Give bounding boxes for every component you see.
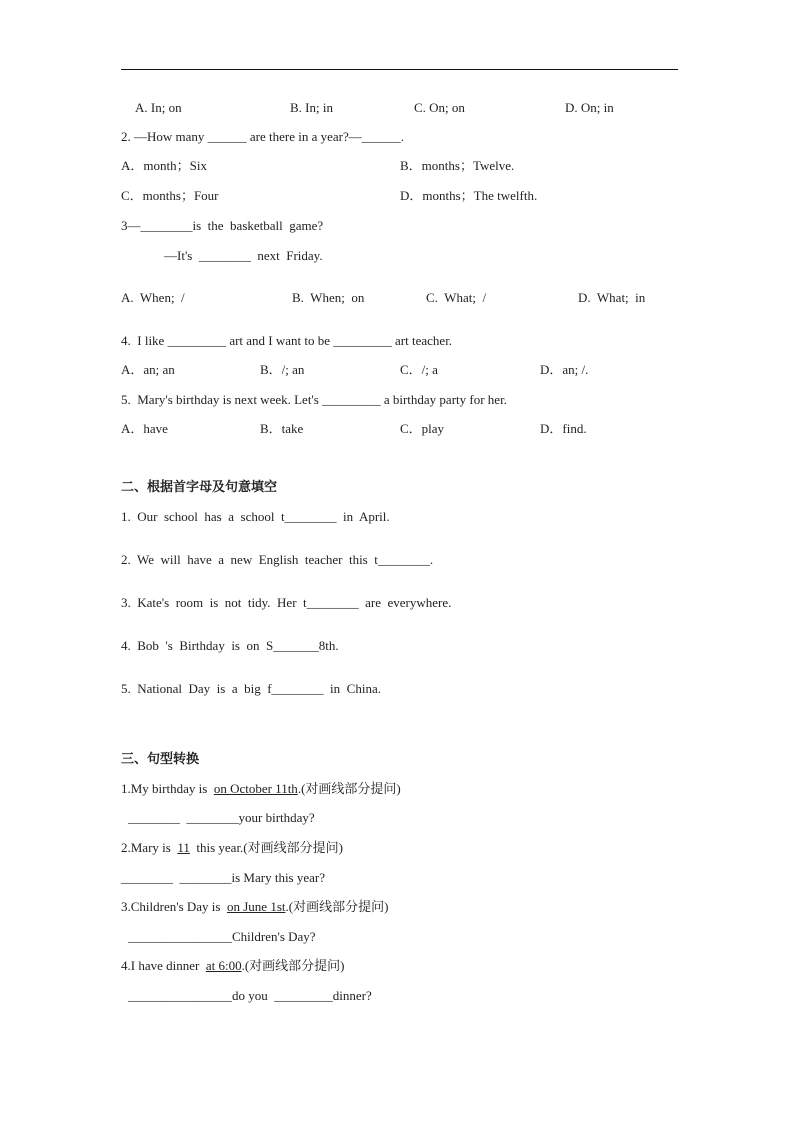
section2-item-5: 5. National Day is a big f________ in China. bbox=[121, 681, 381, 696]
q4-stem: 4. I like _________ art and I want to be _________ art teacher. bbox=[121, 333, 453, 348]
section2-item-4: 4. Bob 's Birthday is on S_______8th. bbox=[121, 638, 339, 653]
section2-item-1: 1. Our school has a school t________ in April. bbox=[121, 509, 390, 524]
q4-option-a: A．an; an bbox=[121, 362, 175, 377]
q2-stem: 2. —How many ______ are there in a year?—______. bbox=[121, 129, 405, 144]
sentence-3-prefix: 3.Children's Day is bbox=[121, 899, 227, 914]
sentence-4-prefix: 4.I have dinner bbox=[121, 958, 206, 973]
sentence-2-underlined: 11 bbox=[177, 840, 190, 855]
q3-option-c: C. What; / bbox=[426, 290, 487, 305]
q5-option-d: D．find. bbox=[540, 421, 587, 436]
sentence-1-underlined: on October 11th bbox=[213, 781, 298, 796]
section3-title: 三、句型转换 bbox=[121, 752, 200, 767]
section3-answer-4: ________________do you _________dinner? bbox=[128, 988, 372, 1003]
section2-title: 二、根据首字母及句意填空 bbox=[121, 480, 278, 495]
q4-option-c: C．/; a bbox=[400, 362, 438, 377]
q5-option-a: A．have bbox=[121, 421, 168, 436]
section2-item-3: 3. Kate's room is not tidy. Her t________ are everywhere. bbox=[121, 595, 452, 610]
section3-answer-3: ________________Children's Day? bbox=[128, 929, 316, 944]
q1-option-b: B. In; in bbox=[290, 100, 333, 115]
q2-option-b: B．months；Twelve. bbox=[400, 158, 515, 173]
section3-sentence-3 bbox=[121, 899, 388, 915]
sentence-3-underlined: on June 1st bbox=[226, 899, 286, 914]
section2-item-2: 2. We will have a new English teacher this t________. bbox=[121, 552, 434, 567]
sentence-4-underlined: at 6:00 bbox=[205, 958, 242, 973]
q5-option-b: B．take bbox=[260, 421, 304, 436]
q4-option-d: D．an; /. bbox=[540, 362, 589, 377]
q5-option-c: C．play bbox=[400, 421, 445, 436]
header-rule bbox=[121, 69, 678, 70]
sentence-1-prefix: 1.My birthday is bbox=[121, 781, 214, 796]
q2-option-d: D．months；The twelfth. bbox=[400, 188, 538, 203]
sentence-4-suffix: .(对画线部分提问) bbox=[241, 958, 345, 973]
sentence-3-suffix: .(对画线部分提问) bbox=[285, 899, 389, 914]
q3-line2: —It's ________ next Friday. bbox=[164, 248, 323, 263]
section3-answer-2: ________ ________is Mary this year? bbox=[121, 870, 326, 885]
q3-option-d: D. What; in bbox=[578, 290, 646, 305]
q1-option-d: D. On; in bbox=[565, 100, 614, 115]
q1-option-c: C. On; on bbox=[414, 100, 465, 115]
q3-option-b: B. When; on bbox=[292, 290, 365, 305]
q4-option-b: B．/; an bbox=[260, 362, 305, 377]
section3-sentence-2 bbox=[121, 840, 343, 856]
q3-option-a: A. When; / bbox=[121, 290, 185, 305]
q2-option-a: A．month；Six bbox=[121, 158, 207, 173]
q5-stem: 5. Mary's birthday is next week. Let's _________ a birthday party for her. bbox=[121, 392, 507, 407]
section3-answer-1: ________ ________your birthday? bbox=[128, 810, 315, 825]
q2-option-c: C．months；Four bbox=[121, 188, 219, 203]
section3-sentence-4 bbox=[121, 958, 345, 974]
sentence-1-suffix: .(对画线部分提问) bbox=[297, 781, 401, 796]
q1-option-a: A. In; on bbox=[135, 100, 182, 115]
q3-line1: 3—________is the basketball game? bbox=[121, 218, 324, 233]
section3-sentence-1 bbox=[121, 781, 401, 797]
sentence-2-suffix: this year.(对画线部分提问) bbox=[189, 840, 343, 855]
sentence-2-prefix: 2.Mary is bbox=[121, 840, 178, 855]
